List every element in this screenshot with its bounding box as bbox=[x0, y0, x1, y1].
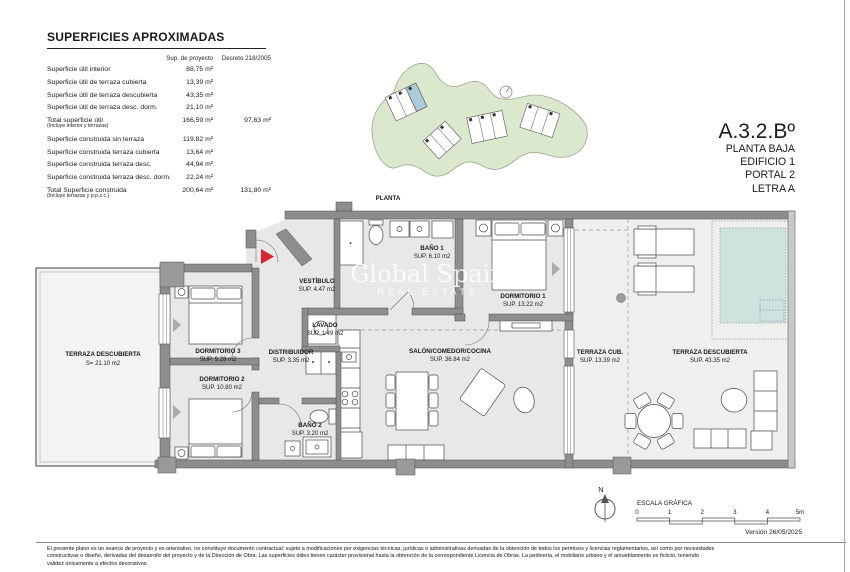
unit-code: A.3.2.Bº bbox=[718, 120, 795, 143]
pool-water bbox=[720, 228, 786, 323]
page-title: SUPERFICIES APROXIMADAS bbox=[47, 30, 266, 49]
table-row-total: Total superficie útil (Incluye interior y terrazas) 166,59 m² 97,63 m² bbox=[47, 117, 271, 130]
table-row: Superficie construida terraza desc. 44,94 m² bbox=[47, 161, 213, 169]
svg-text:5m: 5m bbox=[795, 509, 805, 516]
room-area: S= 21.10 m2 bbox=[85, 361, 121, 367]
table-row: Superficie útil de terraza descubierta 43,35 m² bbox=[47, 91, 213, 99]
disclaimer bbox=[47, 546, 714, 568]
unit-portal: PORTAL 2 bbox=[745, 169, 795, 182]
sheet-border bbox=[844, 0, 845, 572]
room-area: SUP. 9.28 m2 bbox=[199, 357, 237, 363]
terrace-column bbox=[617, 294, 626, 303]
svg-text:3: 3 bbox=[733, 509, 737, 516]
disclaimer-line: constructivas o diseño, derivadas del desarrollo del proyecto y de la Dirección de Obra. Las superficies útiles tienen carácter provisional hasta la obtención de la correspondiente Licencia de Obras. La jardinería, el mobiliario urbano y el amueblamiento es ficticio, teniendo bbox=[47, 553, 699, 560]
unit-id-block bbox=[718, 120, 795, 196]
table-row: Superficie construida terraza desc. dorm. 22,24 m² bbox=[47, 174, 213, 182]
room-label: VESTÍBULO bbox=[299, 278, 335, 285]
room-label: SALÓN/COMEDOR/COCINA bbox=[409, 348, 491, 355]
svg-text:N: N bbox=[598, 485, 604, 494]
room-label: TERRAZA DESCUBIERTA bbox=[672, 349, 748, 356]
watermark-brand: Global Spain bbox=[350, 260, 506, 288]
room-label: DORMITORIO 1 bbox=[500, 293, 546, 300]
watermark-tagline: REAL ESTATE bbox=[377, 287, 479, 298]
room-label: TERRAZA CUB. bbox=[576, 349, 624, 356]
room-area: SUP. 4.47 m2 bbox=[298, 287, 336, 293]
col-header-proyecto: Sup. de proyecto bbox=[166, 55, 213, 62]
room-area: SUP. 13.22 m2 bbox=[503, 302, 543, 308]
site-plan-label: PLANTA bbox=[375, 195, 401, 202]
north-compass-icon bbox=[595, 485, 615, 522]
room-area: SUP. 43.35 m2 bbox=[690, 358, 730, 364]
sun-lounger bbox=[634, 263, 694, 295]
room-label: BAÑO 1 bbox=[420, 245, 444, 252]
room-label: LAVADO bbox=[312, 322, 338, 329]
left-terrace bbox=[36, 268, 166, 466]
room-label: DORMITORIO 2 bbox=[199, 376, 245, 383]
table-row: Superficie útil de terraza cubierta 13,39 m² bbox=[47, 78, 213, 86]
table-row: Superficie útil de terraza desc. dorm. 21,10 m² bbox=[47, 104, 213, 112]
unit-letra: LETRA A bbox=[752, 182, 795, 195]
room-area: SUP. 6.10 m2 bbox=[413, 254, 451, 260]
floor-plan bbox=[36, 202, 795, 475]
areas-table bbox=[47, 30, 271, 206]
scale-bar bbox=[635, 498, 804, 524]
table-header bbox=[47, 55, 271, 62]
room-label: DORMITORIO 3 bbox=[195, 348, 241, 355]
svg-text:0: 0 bbox=[635, 509, 639, 516]
room-label: DISTRIBUIDOR bbox=[268, 349, 314, 356]
svg-text:4: 4 bbox=[765, 509, 770, 516]
terrace-plant bbox=[721, 388, 747, 412]
pillar bbox=[396, 459, 415, 475]
unit-edificio: EDIFICIO 1 bbox=[740, 156, 795, 169]
pillar bbox=[160, 262, 184, 287]
svg-text:1: 1 bbox=[667, 509, 672, 516]
unit-planta: PLANTA BAJA bbox=[725, 143, 795, 155]
room-label: TERRAZA DESCUBIERTA bbox=[65, 351, 141, 358]
site-plan bbox=[372, 63, 587, 202]
disclaimer-line: validez únicamente a efectos decorativos. bbox=[47, 560, 148, 567]
pool bbox=[712, 221, 794, 339]
pillar bbox=[158, 457, 176, 473]
svg-text:ESCALA GRÁFICA: ESCALA GRÁFICA bbox=[637, 500, 693, 507]
table-row-total: Total Superficie construida (Incluye terrazas y p.p.z.c.) 200,64 m² 131,80 m² bbox=[47, 186, 271, 200]
table-row: Superficie útil interior 88,75 m² bbox=[47, 66, 213, 73]
footer-divider bbox=[36, 542, 846, 543]
room-label: BAÑO 2 bbox=[298, 422, 322, 429]
room-area: SUP. 1.49 m2 bbox=[306, 331, 344, 337]
col-header-decreto: Decreto 218/2005 bbox=[221, 55, 271, 62]
table-row: Superficie construida terraza cubierta 13,64 m² bbox=[47, 148, 213, 156]
room-area: SUP. 3.35 m2 bbox=[272, 358, 310, 364]
room-area: SUP. 36.84 m2 bbox=[430, 357, 470, 363]
pillar bbox=[613, 457, 631, 474]
room-area: SUP. 3.20 m2 bbox=[291, 431, 329, 437]
svg-text:2: 2 bbox=[700, 509, 704, 516]
room-area: SUP. 13.39 m2 bbox=[580, 358, 620, 364]
room-area: SUP. 10.80 m2 bbox=[202, 385, 242, 391]
version-label: Versión 26/05/2025 bbox=[745, 529, 802, 536]
sun-lounger bbox=[634, 226, 694, 258]
table-row: Superficie construida sin terraza 119,82 m² bbox=[47, 135, 213, 143]
disclaimer-line: El presente plano es un avance de proyecto y es orientativo, no constituye documento contractual; sujeto a modificaciones por exigencias técnicas, jurídicas o administrativas derivadas de la obtención de todos los permisos y licencias reglamentarios, así como por necesidades bbox=[47, 546, 715, 552]
